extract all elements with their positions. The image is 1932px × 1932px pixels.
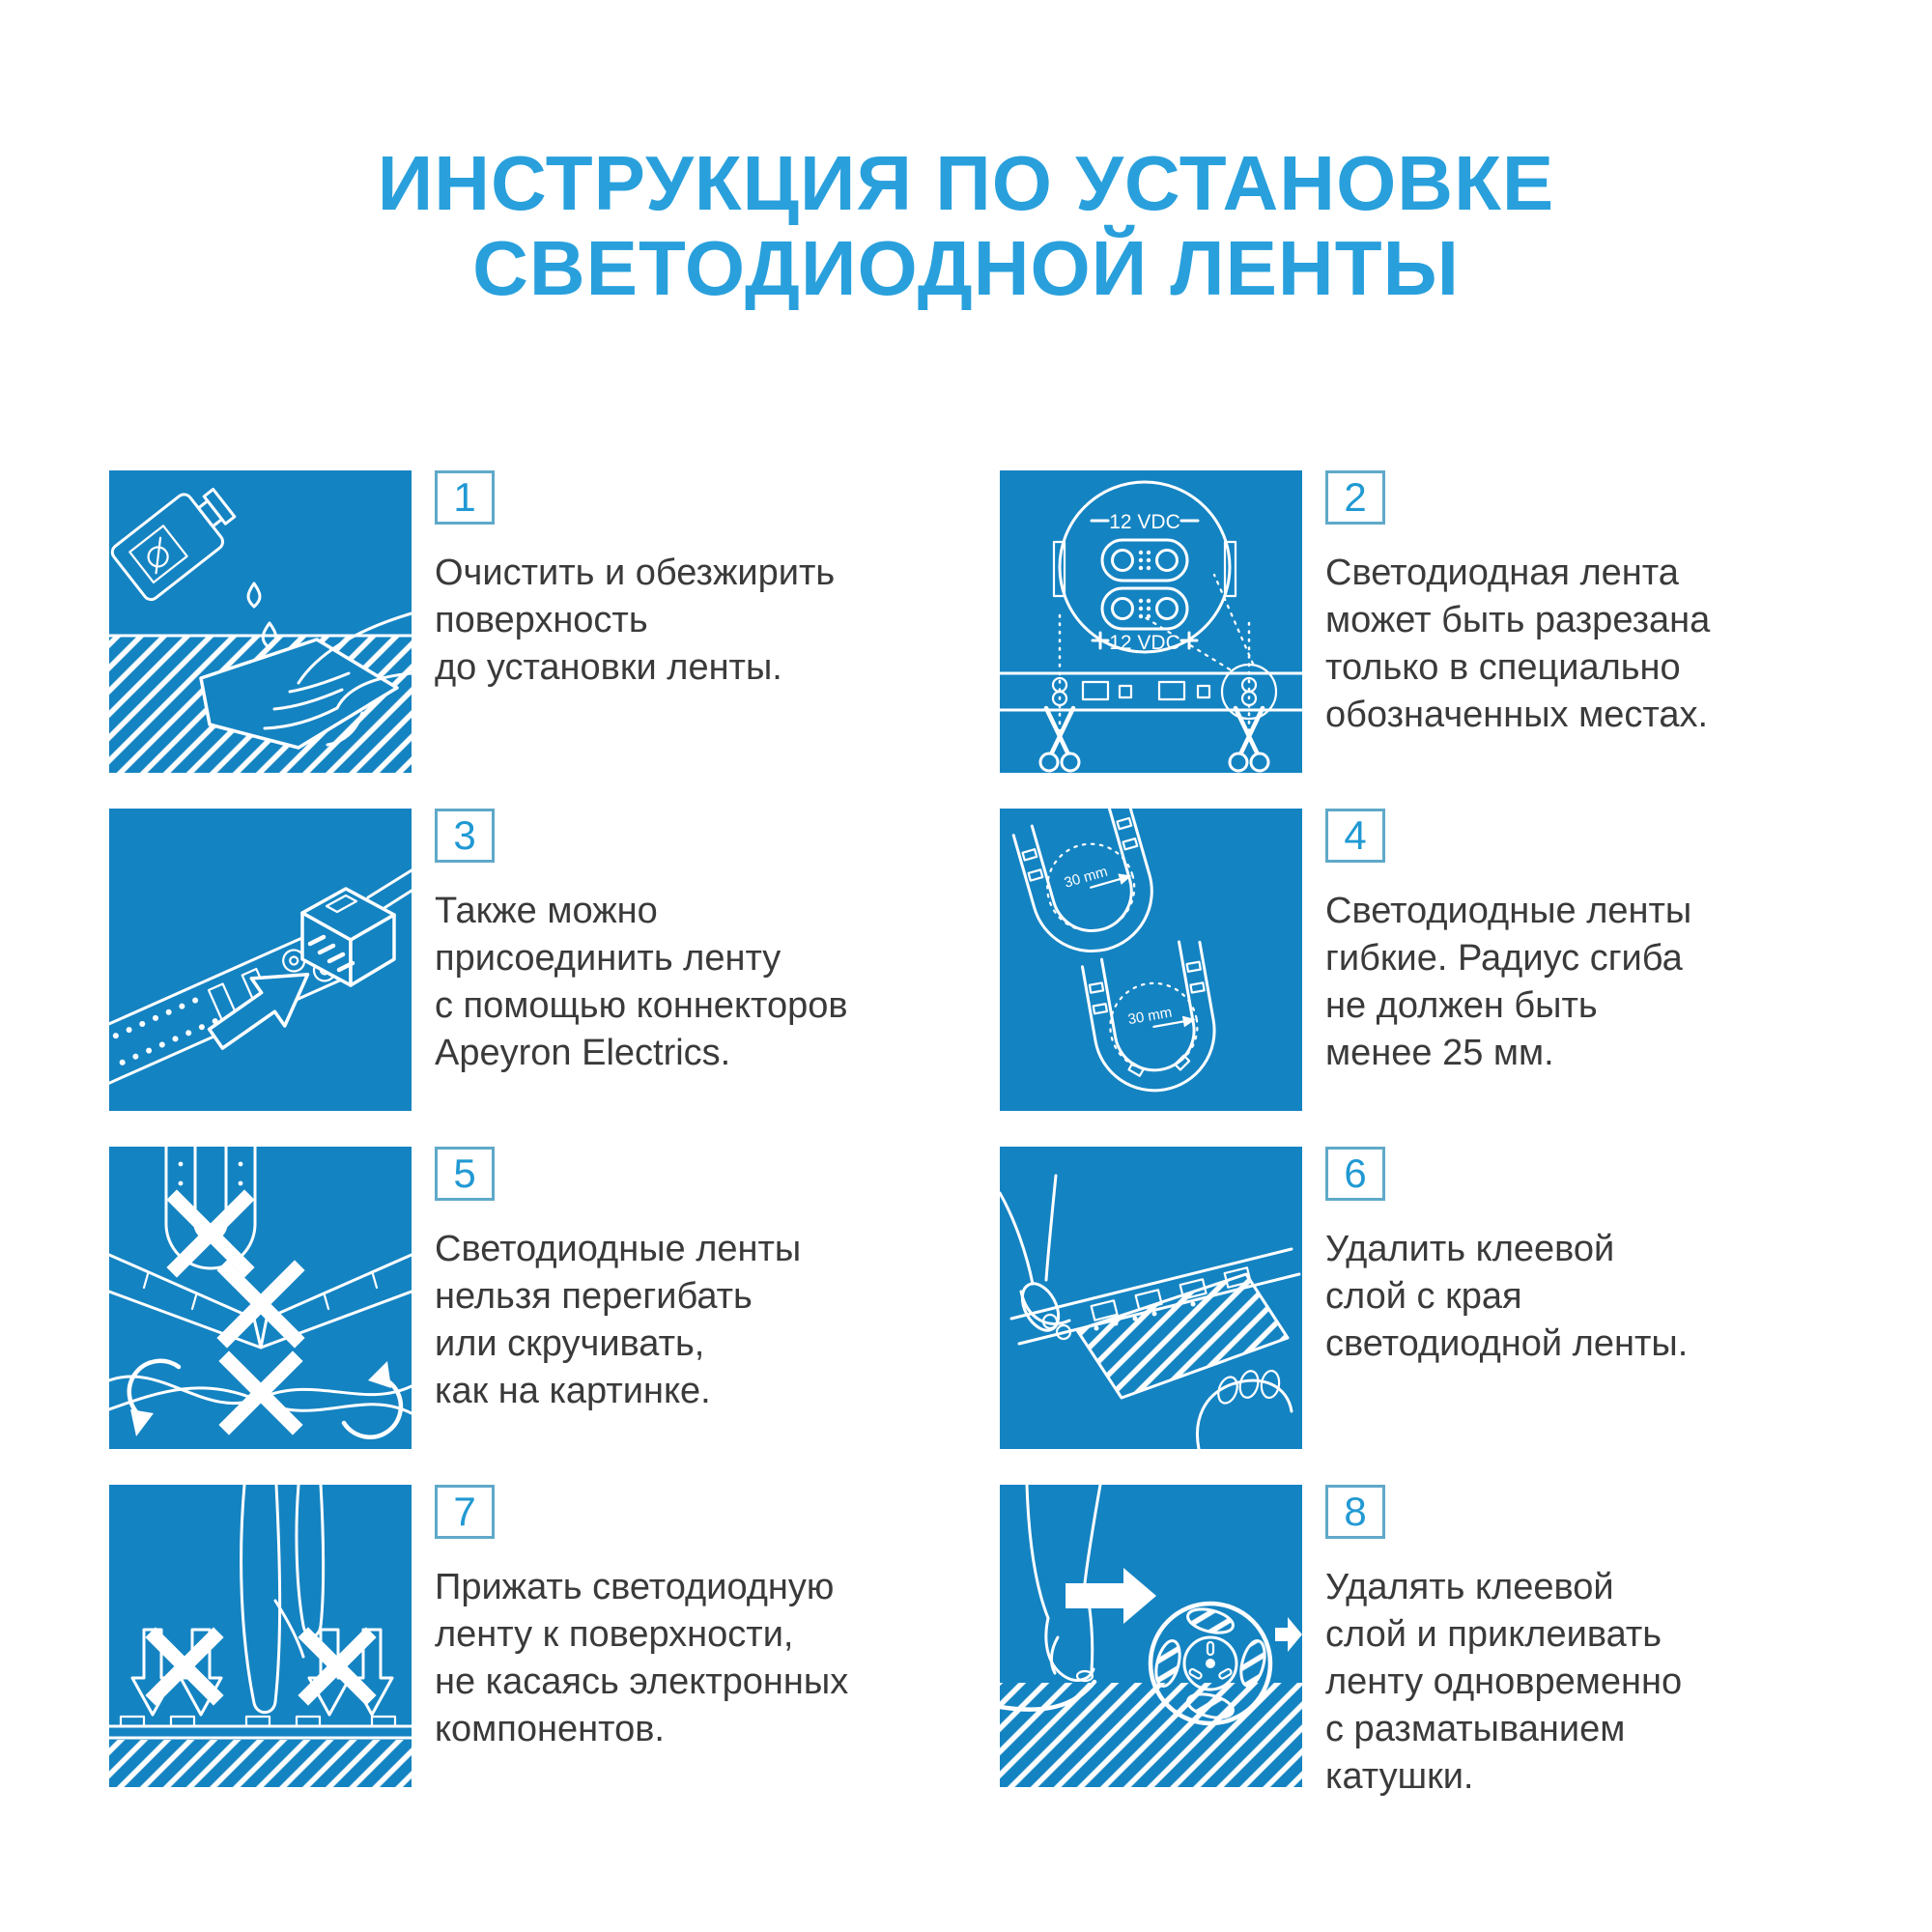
vdc-label-bottom: 12 VDC bbox=[1109, 632, 1180, 654]
step-3-text-line: присоединить ленту bbox=[435, 938, 781, 979]
step-6-text bbox=[1325, 1226, 1828, 1368]
steps-grid bbox=[109, 470, 1831, 1823]
step-3-text-line: Также можно bbox=[435, 891, 658, 931]
step-3-art bbox=[109, 809, 412, 1111]
step-8-text-line: катушки. bbox=[1325, 1756, 1474, 1797]
connector-illustration bbox=[109, 809, 412, 1111]
step-7-number: 7 bbox=[453, 1489, 476, 1534]
step-2-number: 2 bbox=[1344, 474, 1367, 520]
radius-label: 30 mm bbox=[1062, 863, 1110, 892]
step-2-text-line: обозначенных местах. bbox=[1325, 695, 1709, 735]
step-7-info bbox=[435, 1485, 937, 1753]
press-strip-illustration bbox=[109, 1485, 412, 1787]
step-2 bbox=[1000, 470, 1831, 809]
step-4-art bbox=[1000, 809, 1302, 1111]
step-1-text-line: поверхность bbox=[435, 600, 648, 640]
step-6-info bbox=[1325, 1147, 1828, 1368]
step-7-number-badge bbox=[435, 1485, 495, 1539]
step-4-text bbox=[1325, 888, 1828, 1077]
step-4-number: 4 bbox=[1344, 812, 1367, 858]
step-8-text-line: Удалять клеевой bbox=[1325, 1567, 1614, 1607]
step-7-text-line: не касаясь электронных bbox=[435, 1662, 849, 1702]
step-8-number-badge bbox=[1325, 1485, 1385, 1539]
step-5-art bbox=[109, 1147, 412, 1449]
step-2-text-line: Светодиодная лента bbox=[1325, 553, 1679, 593]
step-2-text bbox=[1325, 550, 1828, 739]
cut-points-illustration bbox=[1000, 470, 1302, 773]
step-1 bbox=[109, 470, 1000, 809]
step-3-text-line: Apeyron Electrics. bbox=[435, 1033, 731, 1073]
step-5-number-badge bbox=[435, 1147, 495, 1201]
clean-surface-illustration bbox=[109, 470, 412, 773]
step-4-text-line: гибкие. Радиус сгиба bbox=[1325, 938, 1683, 979]
step-4-number-badge bbox=[1325, 809, 1385, 863]
step-5-text-line: Светодиодные ленты bbox=[435, 1229, 802, 1269]
step-4-text-line: менее 25 мм. bbox=[1325, 1033, 1554, 1073]
radius-label: 30 mm bbox=[1126, 1004, 1174, 1029]
step-3-text bbox=[435, 888, 937, 1077]
step-1-info bbox=[435, 470, 937, 692]
step-5-number: 5 bbox=[453, 1151, 476, 1196]
step-6-number: 6 bbox=[1344, 1151, 1367, 1196]
bend-radius-illustration bbox=[1000, 809, 1302, 1111]
step-6-text-line: слой с края bbox=[1325, 1276, 1522, 1317]
step-8-art bbox=[1000, 1485, 1302, 1787]
step-8-info bbox=[1325, 1485, 1828, 1801]
step-2-info bbox=[1325, 470, 1828, 739]
step-5-info bbox=[435, 1147, 937, 1415]
step-1-number-badge bbox=[435, 470, 495, 525]
step-6-text-line: Удалить клеевой bbox=[1325, 1229, 1615, 1269]
step-4 bbox=[1000, 809, 1831, 1147]
step-3 bbox=[109, 809, 1000, 1147]
vdc-label-top: 12 VDC bbox=[1109, 511, 1180, 533]
step-3-number: 3 bbox=[453, 812, 476, 858]
step-5 bbox=[109, 1147, 1000, 1485]
step-8 bbox=[1000, 1485, 1831, 1823]
step-2-number-badge bbox=[1325, 470, 1385, 525]
step-8-number: 8 bbox=[1344, 1489, 1367, 1534]
step-4-text-line: не должен быть bbox=[1325, 985, 1598, 1026]
step-6-art bbox=[1000, 1147, 1302, 1449]
no-bend-twist-illustration bbox=[109, 1147, 412, 1449]
step-7 bbox=[109, 1485, 1000, 1823]
step-1-text-line: до установки ленты. bbox=[435, 647, 782, 688]
step-2-text-line: может быть разрезана bbox=[1325, 600, 1711, 640]
step-8-text-line: ленту одновременно bbox=[1325, 1662, 1683, 1702]
step-2-art bbox=[1000, 470, 1302, 773]
step-1-text-line: Очистить и обезжирить bbox=[435, 553, 836, 593]
step-7-text-line: компонентов. bbox=[435, 1709, 665, 1749]
step-6 bbox=[1000, 1147, 1831, 1485]
step-7-text-line: ленту к поверхности, bbox=[435, 1614, 794, 1655]
page-title-line-1: ИНСТРУКЦИЯ ПО УСТАНОВКЕ bbox=[377, 140, 1555, 226]
unroll-reel-illustration bbox=[1000, 1485, 1302, 1787]
page-title bbox=[0, 141, 1932, 311]
step-5-text-line: или скручивать, bbox=[435, 1323, 705, 1364]
step-6-text-line: светодиодной ленты. bbox=[1325, 1323, 1689, 1364]
step-5-text-line: как на картинке. bbox=[435, 1371, 711, 1411]
step-7-text-line: Прижать светодиодную bbox=[435, 1567, 835, 1607]
peel-adhesive-illustration bbox=[1000, 1147, 1302, 1449]
step-2-text-line: только в специально bbox=[1325, 647, 1681, 688]
step-1-text bbox=[435, 550, 937, 692]
step-1-number: 1 bbox=[453, 474, 476, 520]
step-5-text bbox=[435, 1226, 937, 1415]
page-title-line-2: СВЕТОДИОДНОЙ ЛЕНТЫ bbox=[472, 225, 1460, 311]
step-4-info bbox=[1325, 809, 1828, 1077]
step-3-info bbox=[435, 809, 937, 1077]
step-3-number-badge bbox=[435, 809, 495, 863]
step-3-text-line: с помощью коннекторов bbox=[435, 985, 848, 1026]
step-8-text-line: слой и приклеивать bbox=[1325, 1614, 1662, 1655]
step-7-text bbox=[435, 1564, 937, 1753]
step-7-art bbox=[109, 1485, 412, 1787]
step-6-number-badge bbox=[1325, 1147, 1385, 1201]
step-8-text-line: с разматыванием bbox=[1325, 1709, 1626, 1749]
step-5-text-line: нельзя перегибать bbox=[435, 1276, 753, 1317]
step-4-text-line: Светодиодные ленты bbox=[1325, 891, 1692, 931]
step-8-text bbox=[1325, 1564, 1828, 1801]
step-1-art bbox=[109, 470, 412, 773]
reel-icon bbox=[1151, 1604, 1270, 1723]
